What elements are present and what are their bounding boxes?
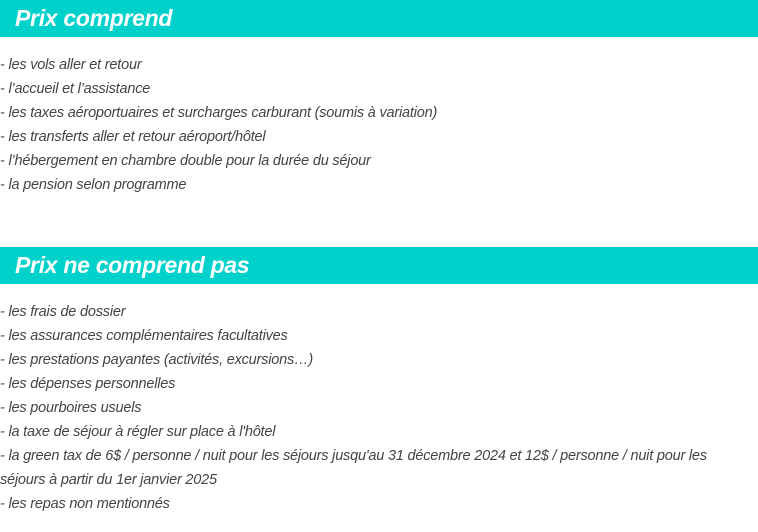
list-item: - les vols aller et retour [0,57,142,73]
list-item: - la green tax de 6$ / personne / nuit pour les séjours jusqu'au 31 décembre 2024 et 12$ / personne / nuit pour les séjours à partir du 1er janvier 2025 [0,448,707,488]
list-item: - les transferts aller et retour aéroport/hôtel [0,129,266,145]
list-item: - les frais de dossier [0,304,126,320]
included-section-header [0,0,758,37]
list-item: - les pourboires usuels [0,400,142,416]
list-item: - les repas non mentionnés [0,496,170,512]
list-item: - l’hébergement en chambre double pour la durée du séjour [0,153,371,169]
excluded-title: Prix ne comprend pas [15,252,250,278]
excluded-list [0,300,730,516]
included-list [0,53,730,197]
excluded-section-header [0,247,758,284]
list-item: - les prestations payantes (activités, excursions…) [0,352,313,368]
list-item: - la pension selon programme [0,177,187,193]
list-item: - l’accueil et l’assistance [0,81,151,97]
list-item: - la taxe de séjour à régler sur place à l'hôtel [0,424,276,440]
list-item: - les taxes aéroportuaires et surcharges carburant (soumis à variation) [0,105,438,121]
list-item: - les dépenses personnelles [0,376,176,392]
included-title: Prix comprend [15,5,173,31]
list-item: - les assurances complémentaires facultatives [0,328,288,344]
